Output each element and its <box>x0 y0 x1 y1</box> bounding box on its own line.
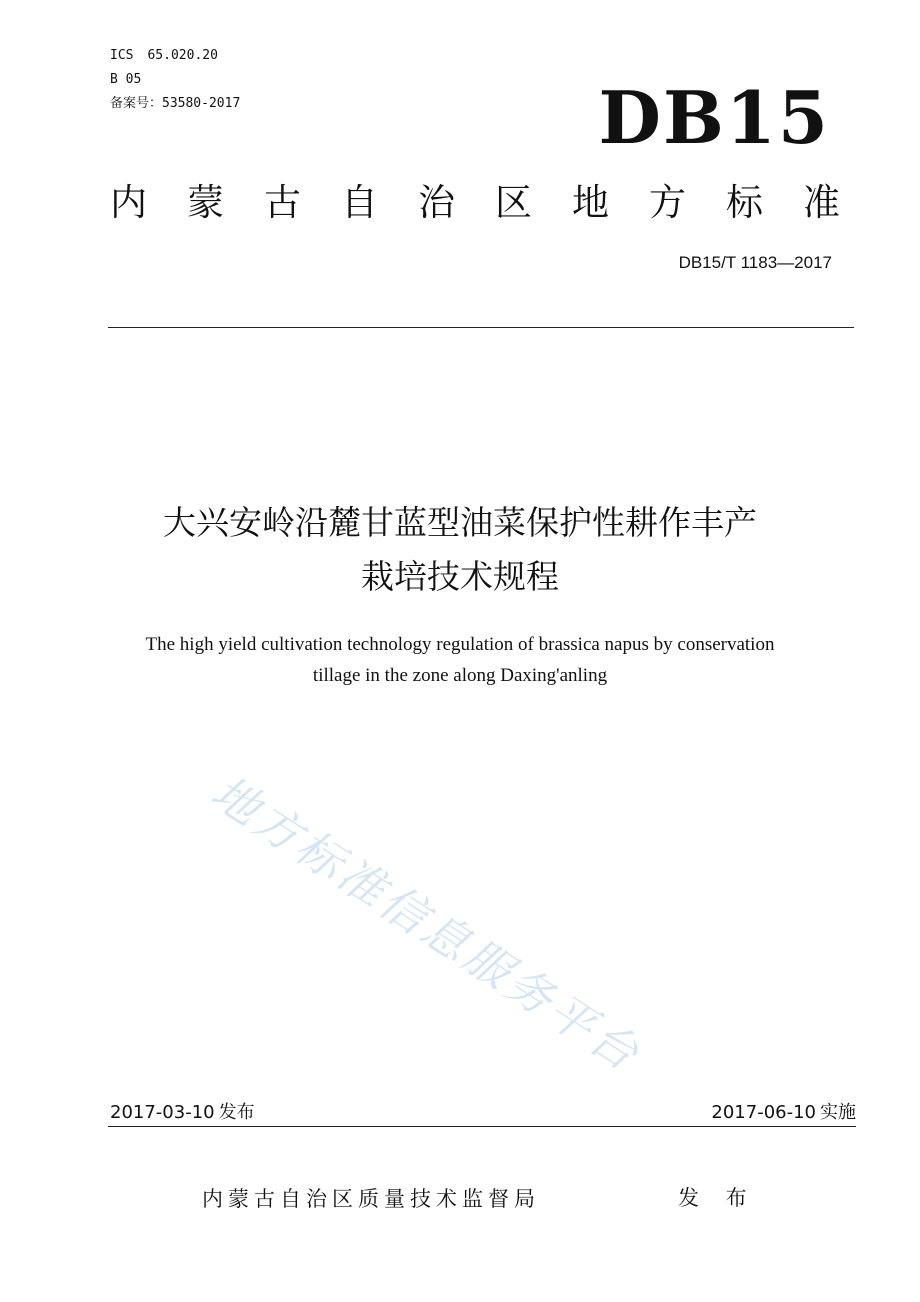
standard-type-char: 标 <box>726 181 763 224</box>
standard-type-char: 方 <box>649 181 686 224</box>
title-zh-line2: 栽培技术规程 <box>361 557 559 596</box>
footer-divider <box>108 1126 856 1127</box>
implement-date <box>711 1101 856 1125</box>
issue-word: 发 布 <box>678 1186 757 1210</box>
db15-logo: DB15 <box>598 75 830 160</box>
standard-type-char: 自 <box>341 181 378 224</box>
standard-type-heading <box>110 178 840 228</box>
watermark-text: 地方标准信息服务平台 <box>202 764 651 1083</box>
standard-type-char: 准 <box>803 181 840 224</box>
title-en-line2: tillage in the zone along Daxing'anling <box>312 665 608 686</box>
standard-type-char: 蒙 <box>187 181 224 224</box>
issue-date <box>110 1101 255 1125</box>
ics-classification <box>110 48 218 64</box>
implement-date-value: 2017-06-10 <box>711 1102 816 1123</box>
standard-type-char: 古 <box>264 181 301 224</box>
header-divider <box>108 327 854 328</box>
ics-label: ICS <box>110 48 134 63</box>
ics-code: 65.020.20 <box>147 48 218 63</box>
standard-type-char: 地 <box>572 181 609 224</box>
implement-date-label: 实施 <box>820 1102 856 1123</box>
standard-type-char: 治 <box>418 181 455 224</box>
issuing-authority: 内蒙古自治区质量技术监督局 <box>202 1187 540 1211</box>
class-code: B 05 <box>110 72 142 87</box>
record-number: 备案号：53580-2017 <box>110 96 241 111</box>
title-zh-line1: 大兴安岭沿麓甘蓝型油菜保护性耕作丰产 <box>163 503 757 542</box>
issue-date-value: 2017-03-10 <box>110 1102 215 1123</box>
standard-type-char: 区 <box>495 181 532 224</box>
standard-number: DB15/T 1183—2017 <box>678 253 832 272</box>
title-en-line1: The high yield cultivation technology regulation of brassica napus by conservation <box>145 634 775 655</box>
standard-type-char: 内 <box>110 181 147 224</box>
issue-date-label: 发布 <box>218 1102 255 1123</box>
